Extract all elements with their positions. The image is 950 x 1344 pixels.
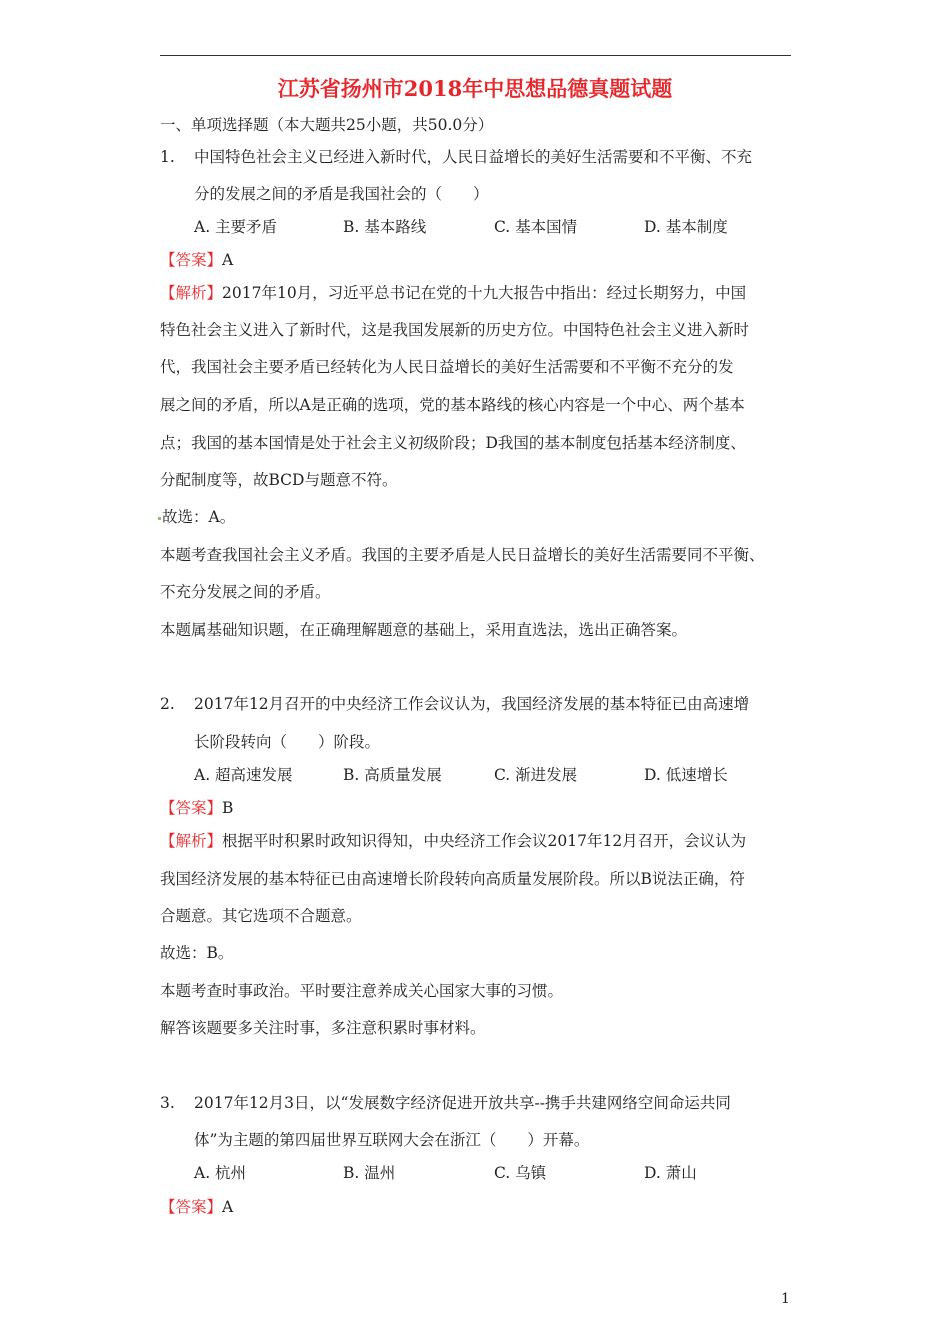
analysis-tag: 【解析】: [160, 284, 223, 302]
analysis-tag: 【解析】: [160, 832, 223, 850]
question-2-option-b: B. 高质量发展: [343, 766, 442, 784]
question-1-note: 本题属基础知识题，在正确理解题意的基础上，采用直选法，选出正确答案。: [160, 621, 688, 639]
question-2-option-c: C. 渐进发展: [494, 766, 578, 784]
question-3-answer: [160, 1196, 233, 1218]
question-2-answer: [160, 797, 233, 819]
question-1-analysis-line: 展之间的矛盾，所以A是正确的选项，党的基本路线的核心内容是一个中心、两个基本: [160, 396, 745, 414]
question-2-analysis: [160, 830, 746, 852]
answer-value: B: [222, 799, 234, 817]
question-2-note: 解答该题要多关注时事，多注意积累时事材料。: [160, 1019, 486, 1037]
section-heading: 一、单项选择题（本大题共25小题，共50.0分）: [160, 116, 494, 134]
page-number: 1: [781, 1291, 790, 1307]
question-3-option-a: A. 杭州: [194, 1164, 247, 1182]
question-3-option-b: B. 温州: [343, 1164, 396, 1182]
question-1-analysis-line: 点；我国的基本国情是处于社会主义初级阶段；D我国的基本制度包括基本经济制度、: [160, 434, 746, 452]
question-3-stem-line: 体”为主题的第四届世界互联网大会在浙江（ ）开幕。: [194, 1131, 590, 1149]
question-1-stem-line: 分的发展之间的矛盾是我国社会的（ ）: [194, 185, 489, 203]
page-title: 江苏省扬州市2018年中思想品德真题试题: [277, 76, 673, 101]
question-1-stem-line: 中国特色社会主义已经进入新时代，人民日益增长的美好生活需要和不平衡、不充: [194, 148, 753, 166]
question-2-stem-line: 2017年12月召开的中央经济工作会议认为，我国经济发展的基本特征已由高速增: [194, 695, 750, 713]
question-2-option-d: D. 低速增长: [644, 766, 728, 784]
question-1-answer: [160, 249, 233, 271]
analysis-text: 2017年10月，习近平总书记在党的十九大报告中指出：经过长期努力，中国: [222, 284, 747, 302]
question-1-note: 不充分发展之间的矛盾。: [160, 583, 331, 601]
question-3-option-c: C. 乌镇: [494, 1164, 547, 1182]
question-1-option-a: A. 主要矛盾: [194, 218, 278, 236]
question-3-stem-line: 2017年12月3日，以“发展数字经济促进开放共享--携手共建网络空间命运共同: [194, 1094, 731, 1112]
answer-tag: 【答案】: [160, 251, 223, 269]
answer-tag: 【答案】: [160, 799, 223, 817]
question-1-analysis: [160, 282, 746, 304]
question-1-analysis-line: 代，我国社会主要矛盾已经转化为人民日益增长的美好生活需要和不平衡不充分的发: [160, 358, 734, 376]
marker-dot: [158, 517, 161, 520]
question-3-option-d: D. 萧山: [644, 1164, 697, 1182]
question-1-note: 本题考查我国社会主义矛盾。我国的主要矛盾是人民日益增长的美好生活需要同不平衡、: [160, 546, 765, 564]
answer-value: A: [222, 251, 234, 269]
question-2-analysis-line: 我国经济发展的基本特征已由高速增长阶段转向高质量发展阶段。所以B说法正确，符: [160, 870, 745, 888]
question-3-number: 3.: [160, 1094, 175, 1112]
question-1-option-d: D. 基本制度: [644, 218, 728, 236]
question-2-option-a: A. 超高速发展: [194, 766, 293, 784]
question-2-note: 本题考查时事政治。平时要注意养成关心国家大事的习惯。: [160, 982, 564, 1000]
answer-tag: 【答案】: [160, 1198, 223, 1216]
question-1-analysis-line: 分配制度等，故BCD与题意不符。: [160, 471, 398, 489]
question-2-conclusion: 故选：B。: [160, 944, 234, 962]
question-2-stem-line: 长阶段转向（ ）阶段。: [194, 733, 381, 751]
answer-value: A: [222, 1198, 234, 1216]
question-2-analysis-line: 合题意。其它选项不合题意。: [160, 907, 362, 925]
question-1-option-b: B. 基本路线: [343, 218, 427, 236]
question-1-conclusion: 故选：A。: [162, 508, 236, 526]
question-1-option-c: C. 基本国情: [494, 218, 578, 236]
question-1-analysis-line: 特色社会主义进入了新时代，这是我国发展新的历史方位。中国特色社会主义进入新时: [160, 321, 750, 339]
analysis-text: 根据平时积累时政知识得知，中央经济工作会议2017年12月召开，会议认为: [222, 832, 747, 850]
top-rule: [160, 55, 791, 56]
question-2-number: 2.: [160, 695, 175, 713]
question-1-number: 1.: [160, 148, 175, 166]
